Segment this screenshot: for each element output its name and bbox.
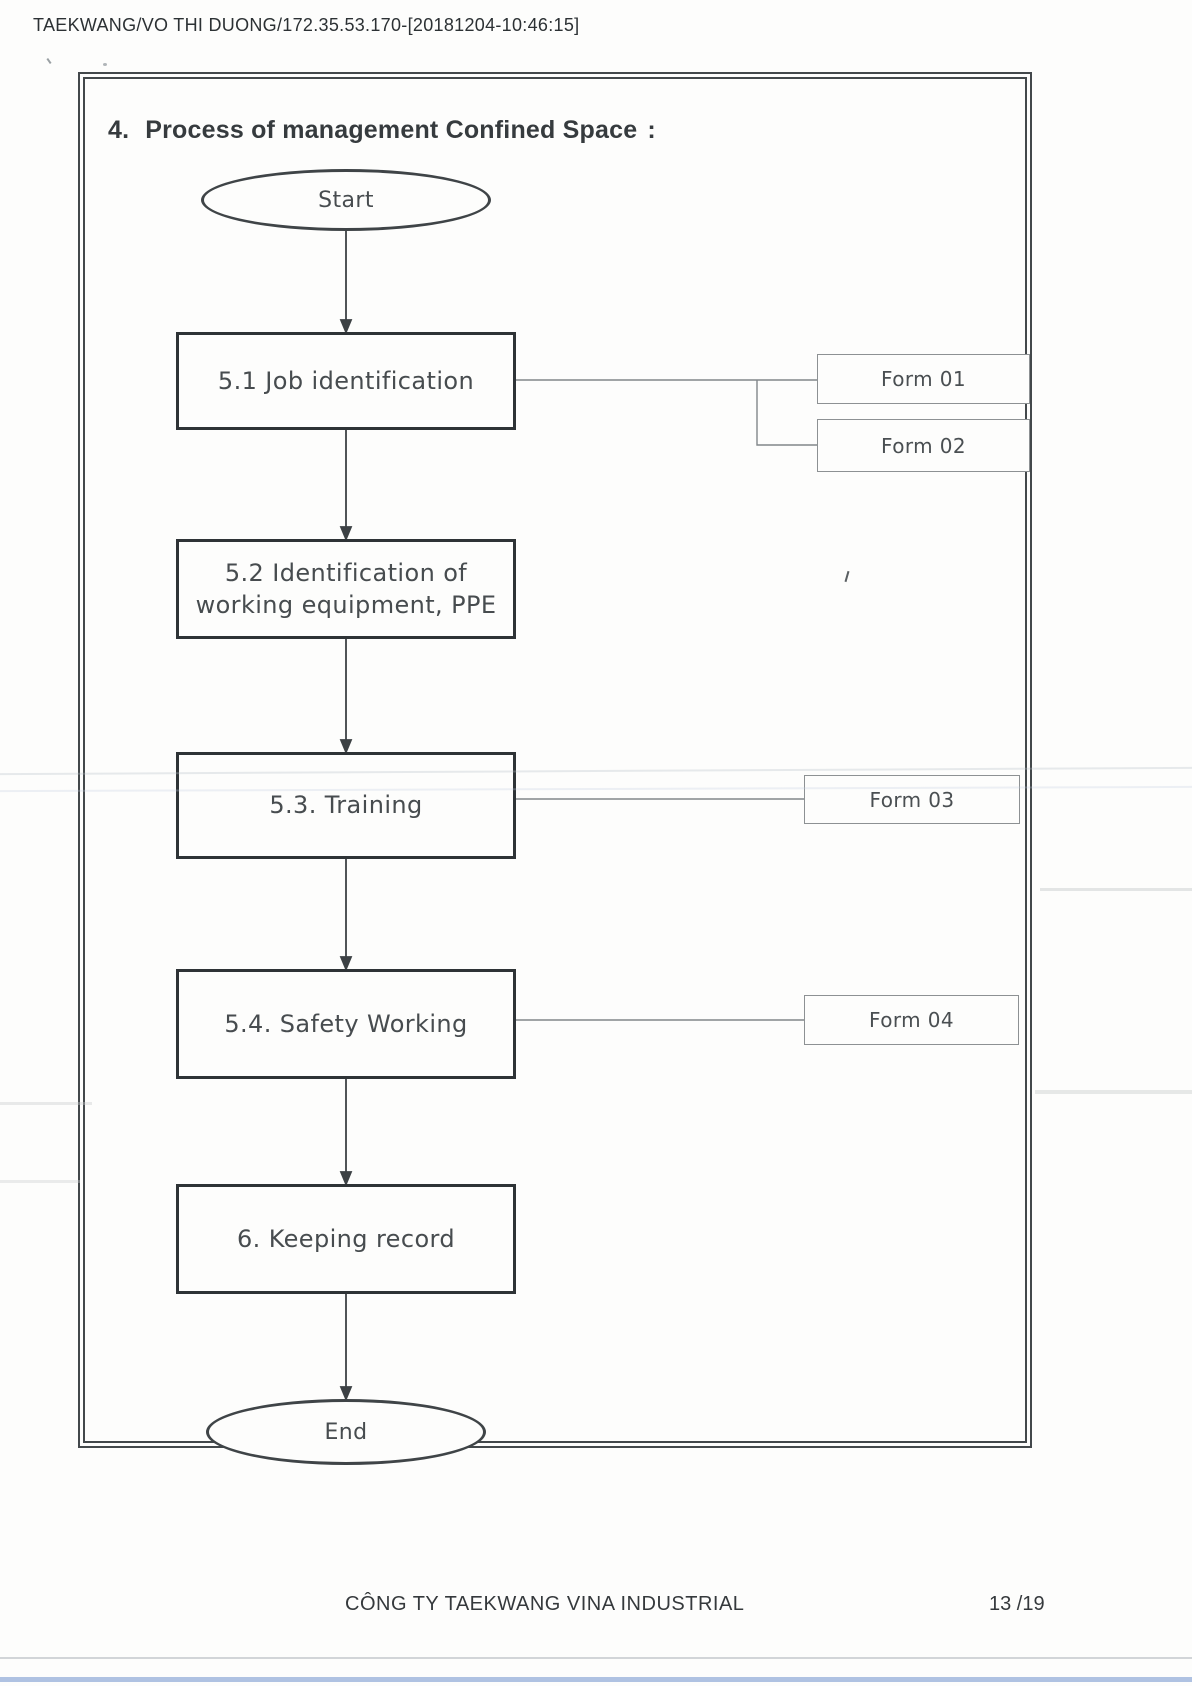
step-label-line2: working equipment, PPE bbox=[195, 591, 497, 619]
arrowhead bbox=[341, 527, 351, 539]
footer-page-number: 13 /19 bbox=[989, 1593, 1045, 1615]
end-label: End bbox=[324, 1419, 368, 1445]
flowchart-start-terminal bbox=[201, 169, 491, 231]
flowchart-step-6-keeping-record bbox=[176, 1184, 516, 1294]
form-04-box bbox=[804, 995, 1019, 1045]
step-label: 5.3. Training bbox=[269, 791, 423, 820]
flowchart-step-5-2-identification-of-working-equipment bbox=[176, 539, 516, 639]
flowchart-step-5-4-safety-working bbox=[176, 969, 516, 1079]
scan-artifact bbox=[845, 571, 850, 582]
step-label: 5.4. Safety Working bbox=[224, 1009, 468, 1038]
arrowhead bbox=[341, 957, 351, 969]
footer-company: CÔNG TY TAEKWANG VINA INDUSTRIAL bbox=[345, 1593, 745, 1615]
form-03-box bbox=[804, 775, 1020, 824]
step-label-line1: 5.2 Identification of bbox=[224, 558, 468, 587]
flowchart-step-5-3-training bbox=[176, 752, 516, 859]
arrowhead bbox=[341, 1387, 351, 1399]
form-label: Form 04 bbox=[869, 1008, 954, 1032]
flowchart-end-terminal bbox=[206, 1399, 486, 1465]
scan-artifact bbox=[1035, 1090, 1192, 1094]
header-stamp: TAEKWANG/VO THI DUONG/172.35.53.170-[20181204-10:46:15] bbox=[33, 15, 580, 35]
scan-artifact bbox=[0, 1180, 80, 1183]
scan-artifact bbox=[0, 1677, 1192, 1682]
arrowhead bbox=[341, 320, 351, 332]
step-label: 6. Keeping record bbox=[236, 1224, 456, 1253]
form-label: Form 02 bbox=[881, 433, 966, 458]
form-label: Form 01 bbox=[881, 367, 966, 391]
connector-5-1-to-form02 bbox=[757, 380, 817, 445]
scan-artifact bbox=[103, 63, 107, 66]
document-border-frame bbox=[78, 72, 1032, 1448]
section-title bbox=[108, 116, 656, 145]
scan-artifact bbox=[1040, 888, 1192, 891]
form-label: Form 03 bbox=[869, 787, 955, 812]
arrowhead bbox=[341, 740, 351, 752]
start-label: Start bbox=[318, 187, 374, 213]
scan-artifact bbox=[46, 58, 51, 64]
form-01-box bbox=[817, 354, 1030, 404]
section-title-text: Process of management Confined Space bbox=[145, 116, 638, 144]
section-number: 4. bbox=[108, 116, 130, 144]
scan-artifact bbox=[0, 1657, 1192, 1659]
flowchart-step-5-1-job-identification bbox=[176, 332, 516, 430]
arrowhead bbox=[341, 1172, 351, 1184]
section-title-colon: : bbox=[647, 116, 656, 144]
form-02-box bbox=[817, 419, 1030, 472]
step-label: 5.1 Job identification bbox=[217, 366, 475, 395]
